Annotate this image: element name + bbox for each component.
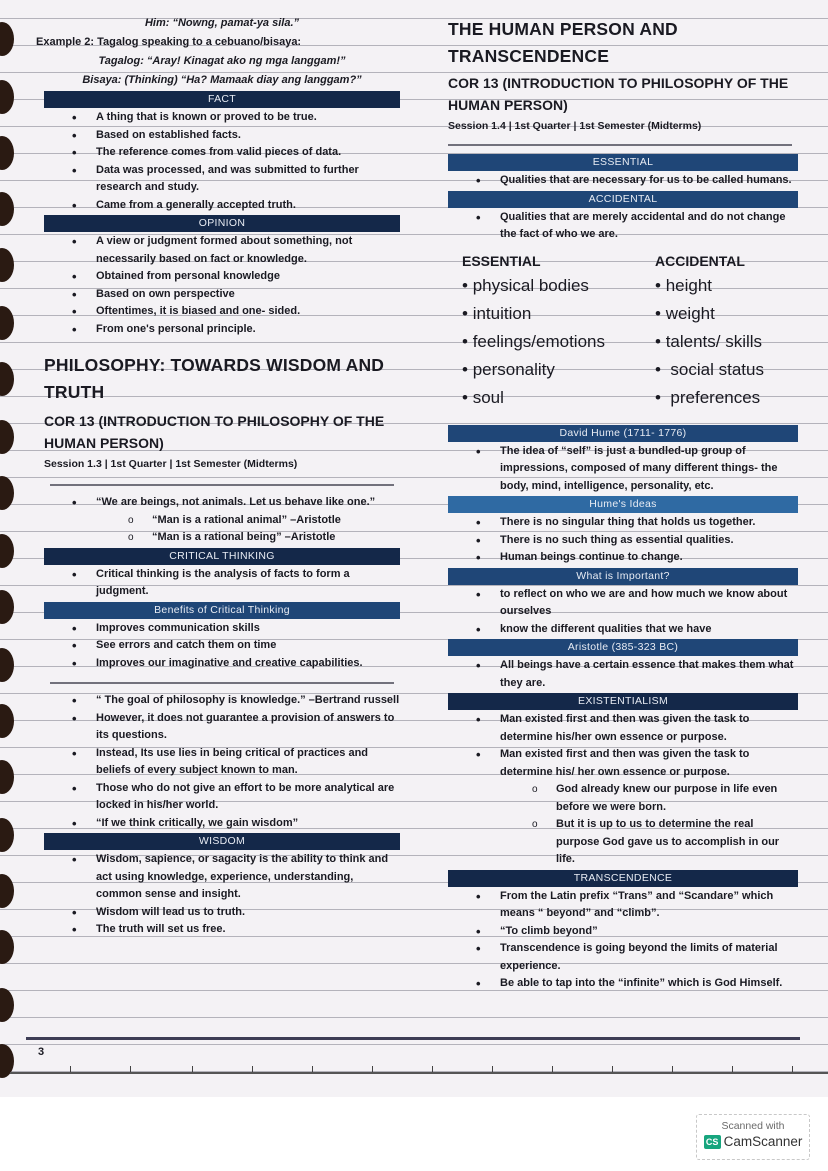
session-info: Session 1.3 | 1st Quarter | 1st Semester (Midterms) — [44, 458, 298, 470]
watermark-brand: CamScanner — [723, 1134, 803, 1149]
watermark-brand-row — [697, 1134, 809, 1149]
essential-quality: • intuition — [462, 303, 532, 323]
binder-hole — [0, 306, 14, 340]
binder-holes — [0, 0, 20, 1097]
left-column — [36, 14, 400, 939]
ruler-tick — [672, 1066, 673, 1072]
ruler-tick — [192, 1066, 193, 1072]
list-item: • Man existed first and then was given the task to determine his/ her own essence or purpose. — [448, 746, 798, 781]
tagalog-line: Tagalog: “Aray! Kinagat ako ng mga langgam!” — [98, 55, 346, 67]
hume-list — [448, 443, 798, 496]
list-item: • The idea of “self” is just a bundled-up group of impressions, composed of many different things- the body, mind, intelligence, personality, etc. — [448, 443, 798, 496]
list-item: • Those who do not give an effort to be more analytical are locked in his/her world. — [44, 780, 400, 815]
critical-thinking-list — [44, 566, 400, 601]
list-item: • A thing that is known or proved to be true. — [44, 109, 400, 127]
accidental-column — [605, 250, 798, 412]
binder-hole — [0, 874, 14, 908]
section-header-opinion: OPINION — [44, 215, 400, 232]
accidental-list — [448, 209, 798, 244]
important-list — [448, 586, 798, 639]
essential-quality: • feelings/emotions — [462, 331, 605, 351]
divider — [50, 484, 394, 486]
ruler-tick — [252, 1066, 253, 1072]
list-item: • Critical thinking is the analysis of facts to form a judgment. — [44, 566, 400, 601]
ruler-tick — [552, 1066, 553, 1072]
course-title: COR 13 (INTRODUCTION TO PHILOSOPHY OF THE HUMAN PERSON) — [44, 413, 385, 451]
example-2-line: Example 2: Tagalog speaking to a cebuano/bisaya: — [36, 36, 302, 48]
list-item: • to reflect on who we are and how much we know about ourselves — [448, 586, 798, 621]
sub-list-item: o But it is up to us to determine the real purpose God gave us to accomplish in our life. — [448, 816, 798, 869]
section-header-what-is-important: What is Important? — [448, 568, 798, 585]
essential-column-header: ESSENTIAL — [462, 252, 541, 269]
binder-hole — [0, 930, 14, 964]
qualities-table — [448, 250, 798, 412]
ruler-tick — [312, 1066, 313, 1072]
list-item: • Data was processed, and was submitted to further research and study. — [44, 162, 400, 197]
list-item: • Human beings continue to change. — [448, 549, 798, 567]
opinion-list — [44, 233, 400, 338]
binder-hole — [0, 590, 14, 624]
ruler-tick — [492, 1066, 493, 1072]
list-item: • know the different qualities that we have — [448, 621, 798, 639]
list-item: • Oftentimes, it is biased and one- sided. — [44, 303, 400, 321]
him-line: Him: “Nowng, pamat-ya sila.” — [144, 17, 300, 29]
ruler-tick — [70, 1066, 71, 1072]
sub-list-item: o “Man is a rational animal” –Aristotle — [44, 512, 400, 530]
section-header-david-hume: David Hume (1711- 1776) — [448, 425, 798, 442]
list-item: • Man existed first and then was given the task to determine his/her own essence or purpose. — [448, 711, 798, 746]
divider — [50, 682, 394, 684]
list-item: • Based on established facts. — [44, 127, 400, 145]
list-item: • Obtained from personal knowledge — [44, 268, 400, 286]
page-number: 3 — [38, 1046, 45, 1058]
binder-hole — [0, 818, 14, 852]
section-header-accidental: ACCIDENTAL — [448, 191, 798, 208]
course-title: COR 13 (INTRODUCTION TO PHILOSOPHY OF THE HUMAN PERSON) — [448, 75, 789, 113]
list-item: • “If we think critically, we gain wisdom” — [44, 815, 400, 833]
list-item: • All beings have a certain essence that makes them what they are. — [448, 657, 798, 692]
binder-hole — [0, 136, 14, 170]
list-item: • The reference comes from valid pieces of data. — [44, 144, 400, 162]
list-item: • Transcendence is going beyond the limits of material experience. — [448, 940, 798, 975]
human-person-title: THE HUMAN PERSON AND TRANSCENDENCE — [448, 19, 678, 66]
binder-hole — [0, 192, 14, 226]
fact-list — [44, 109, 400, 214]
ruler-tick — [130, 1066, 131, 1072]
section-header-benefits: Benefits of Critical Thinking — [44, 602, 400, 619]
binder-hole — [0, 22, 14, 56]
humes-ideas-list — [448, 514, 798, 567]
existentialism-list — [448, 711, 798, 869]
list-item: • A view or judgment formed about something, not necessarily based on fact or knowledge. — [44, 233, 400, 268]
section-header-aristotle: Aristotle (385-323 BC) — [448, 639, 798, 656]
list-item: • From one's personal principle. — [44, 321, 400, 339]
wisdom-list — [44, 851, 400, 939]
section-header-fact: FACT — [44, 91, 400, 108]
bottom-margin-line — [26, 1037, 800, 1040]
binder-hole — [0, 988, 14, 1022]
ruler-tick — [432, 1066, 433, 1072]
essential-column — [448, 250, 605, 412]
ruler-line — [10, 1072, 828, 1074]
list-item: • Instead, Its use lies in being critical of practices and beliefs of every subject known to man. — [44, 745, 400, 780]
list-item: • Wisdom, sapience, or sagacity is the ability to think and act using knowledge, experience, understanding, common sense and insight. — [44, 851, 400, 904]
section-header-essential: ESSENTIAL — [448, 154, 798, 171]
session-info: Session 1.4 | 1st Quarter | 1st Semester (Midterms) — [448, 120, 702, 132]
list-item: • Based on own perspective — [44, 286, 400, 304]
list-item: • There is no singular thing that holds us together. — [448, 514, 798, 532]
binder-hole — [0, 80, 14, 114]
ruler-tick — [792, 1066, 793, 1072]
ruler-tick — [372, 1066, 373, 1072]
accidental-column-header: ACCIDENTAL — [655, 252, 745, 269]
section-header-critical-thinking: CRITICAL THINKING — [44, 548, 400, 565]
binder-hole — [0, 362, 14, 396]
list-item: • See errors and catch them on time — [44, 637, 400, 655]
binder-hole — [0, 476, 14, 510]
accidental-quality: • height — [655, 275, 713, 295]
essential-quality: • physical bodies — [462, 275, 589, 295]
ruler-tick — [612, 1066, 613, 1072]
camscanner-watermark — [696, 1114, 810, 1160]
section-header-transcendence: TRANSCENDENCE — [448, 870, 798, 887]
list-item: • “We are beings, not animals. Let us behave like one.” — [44, 494, 400, 512]
philosophy-title: PHILOSOPHY: TOWARDS WISDOM AND TRUTH — [44, 355, 385, 402]
divider — [448, 144, 792, 146]
philosophy-list — [44, 494, 400, 547]
list-item: • From the Latin prefix “Trans” and “Scandare” which means “ beyond” and “climb”. — [448, 888, 798, 923]
right-column — [448, 16, 798, 993]
watermark-caption: Scanned with — [721, 1120, 785, 1132]
list-item: • “ The goal of philosophy is knowledge.” –Bertrand russell — [44, 692, 400, 710]
essential-quality: • soul — [462, 387, 504, 407]
list-item: • Be able to tap into the “infinite” which is God Himself. — [448, 975, 798, 993]
binder-hole — [0, 648, 14, 682]
aristotle-list — [448, 657, 798, 692]
binder-hole — [0, 248, 14, 282]
list-item: • There is no such thing as essential qualities. — [448, 532, 798, 550]
benefits-list — [44, 620, 400, 673]
list-item: • Improves communication skills — [44, 620, 400, 638]
list-item: • Came from a generally accepted truth. — [44, 197, 400, 215]
bisaya-line: Bisaya: (Thinking) “Ha? Mamaak diay ang langgam?” — [82, 74, 362, 86]
binder-hole — [0, 760, 14, 794]
list-item: • “To climb beyond” — [448, 923, 798, 941]
section-header-humes-ideas: Hume's Ideas — [448, 496, 798, 513]
sub-list-item: o “Man is a rational being” –Aristotle — [44, 529, 400, 547]
essential-list — [448, 172, 798, 190]
section-header-existentialism: EXISTENTIALISM — [448, 693, 798, 710]
accidental-quality: • social status — [655, 359, 764, 379]
list-item: • Qualities that are necessary for us to be called humans. — [448, 172, 798, 190]
binder-hole — [0, 534, 14, 568]
list-item: • The truth will set us free. — [44, 921, 400, 939]
binder-hole — [0, 704, 14, 738]
accidental-quality: • weight — [655, 303, 715, 323]
sub-list-item: o God already knew our purpose in life even before we were born. — [448, 781, 798, 816]
list-item: • Wisdom will lead us to truth. — [44, 904, 400, 922]
list-item: • Improves our imaginative and creative capabilities. — [44, 655, 400, 673]
camscanner-logo-icon: CS — [704, 1135, 721, 1149]
essential-quality: • personality — [462, 359, 555, 379]
accidental-quality: • preferences — [655, 387, 761, 407]
list-item: • However, it does not guarantee a provision of answers to its questions. — [44, 710, 400, 745]
goal-list — [44, 692, 400, 832]
transcendence-list — [448, 888, 798, 993]
binder-hole — [0, 420, 14, 454]
list-item: • Qualities that are merely accidental and do not change the fact of who we are. — [448, 209, 798, 244]
accidental-quality: • talents/ skills — [655, 331, 763, 351]
section-header-wisdom: WISDOM — [44, 833, 400, 850]
ruler-tick — [732, 1066, 733, 1072]
